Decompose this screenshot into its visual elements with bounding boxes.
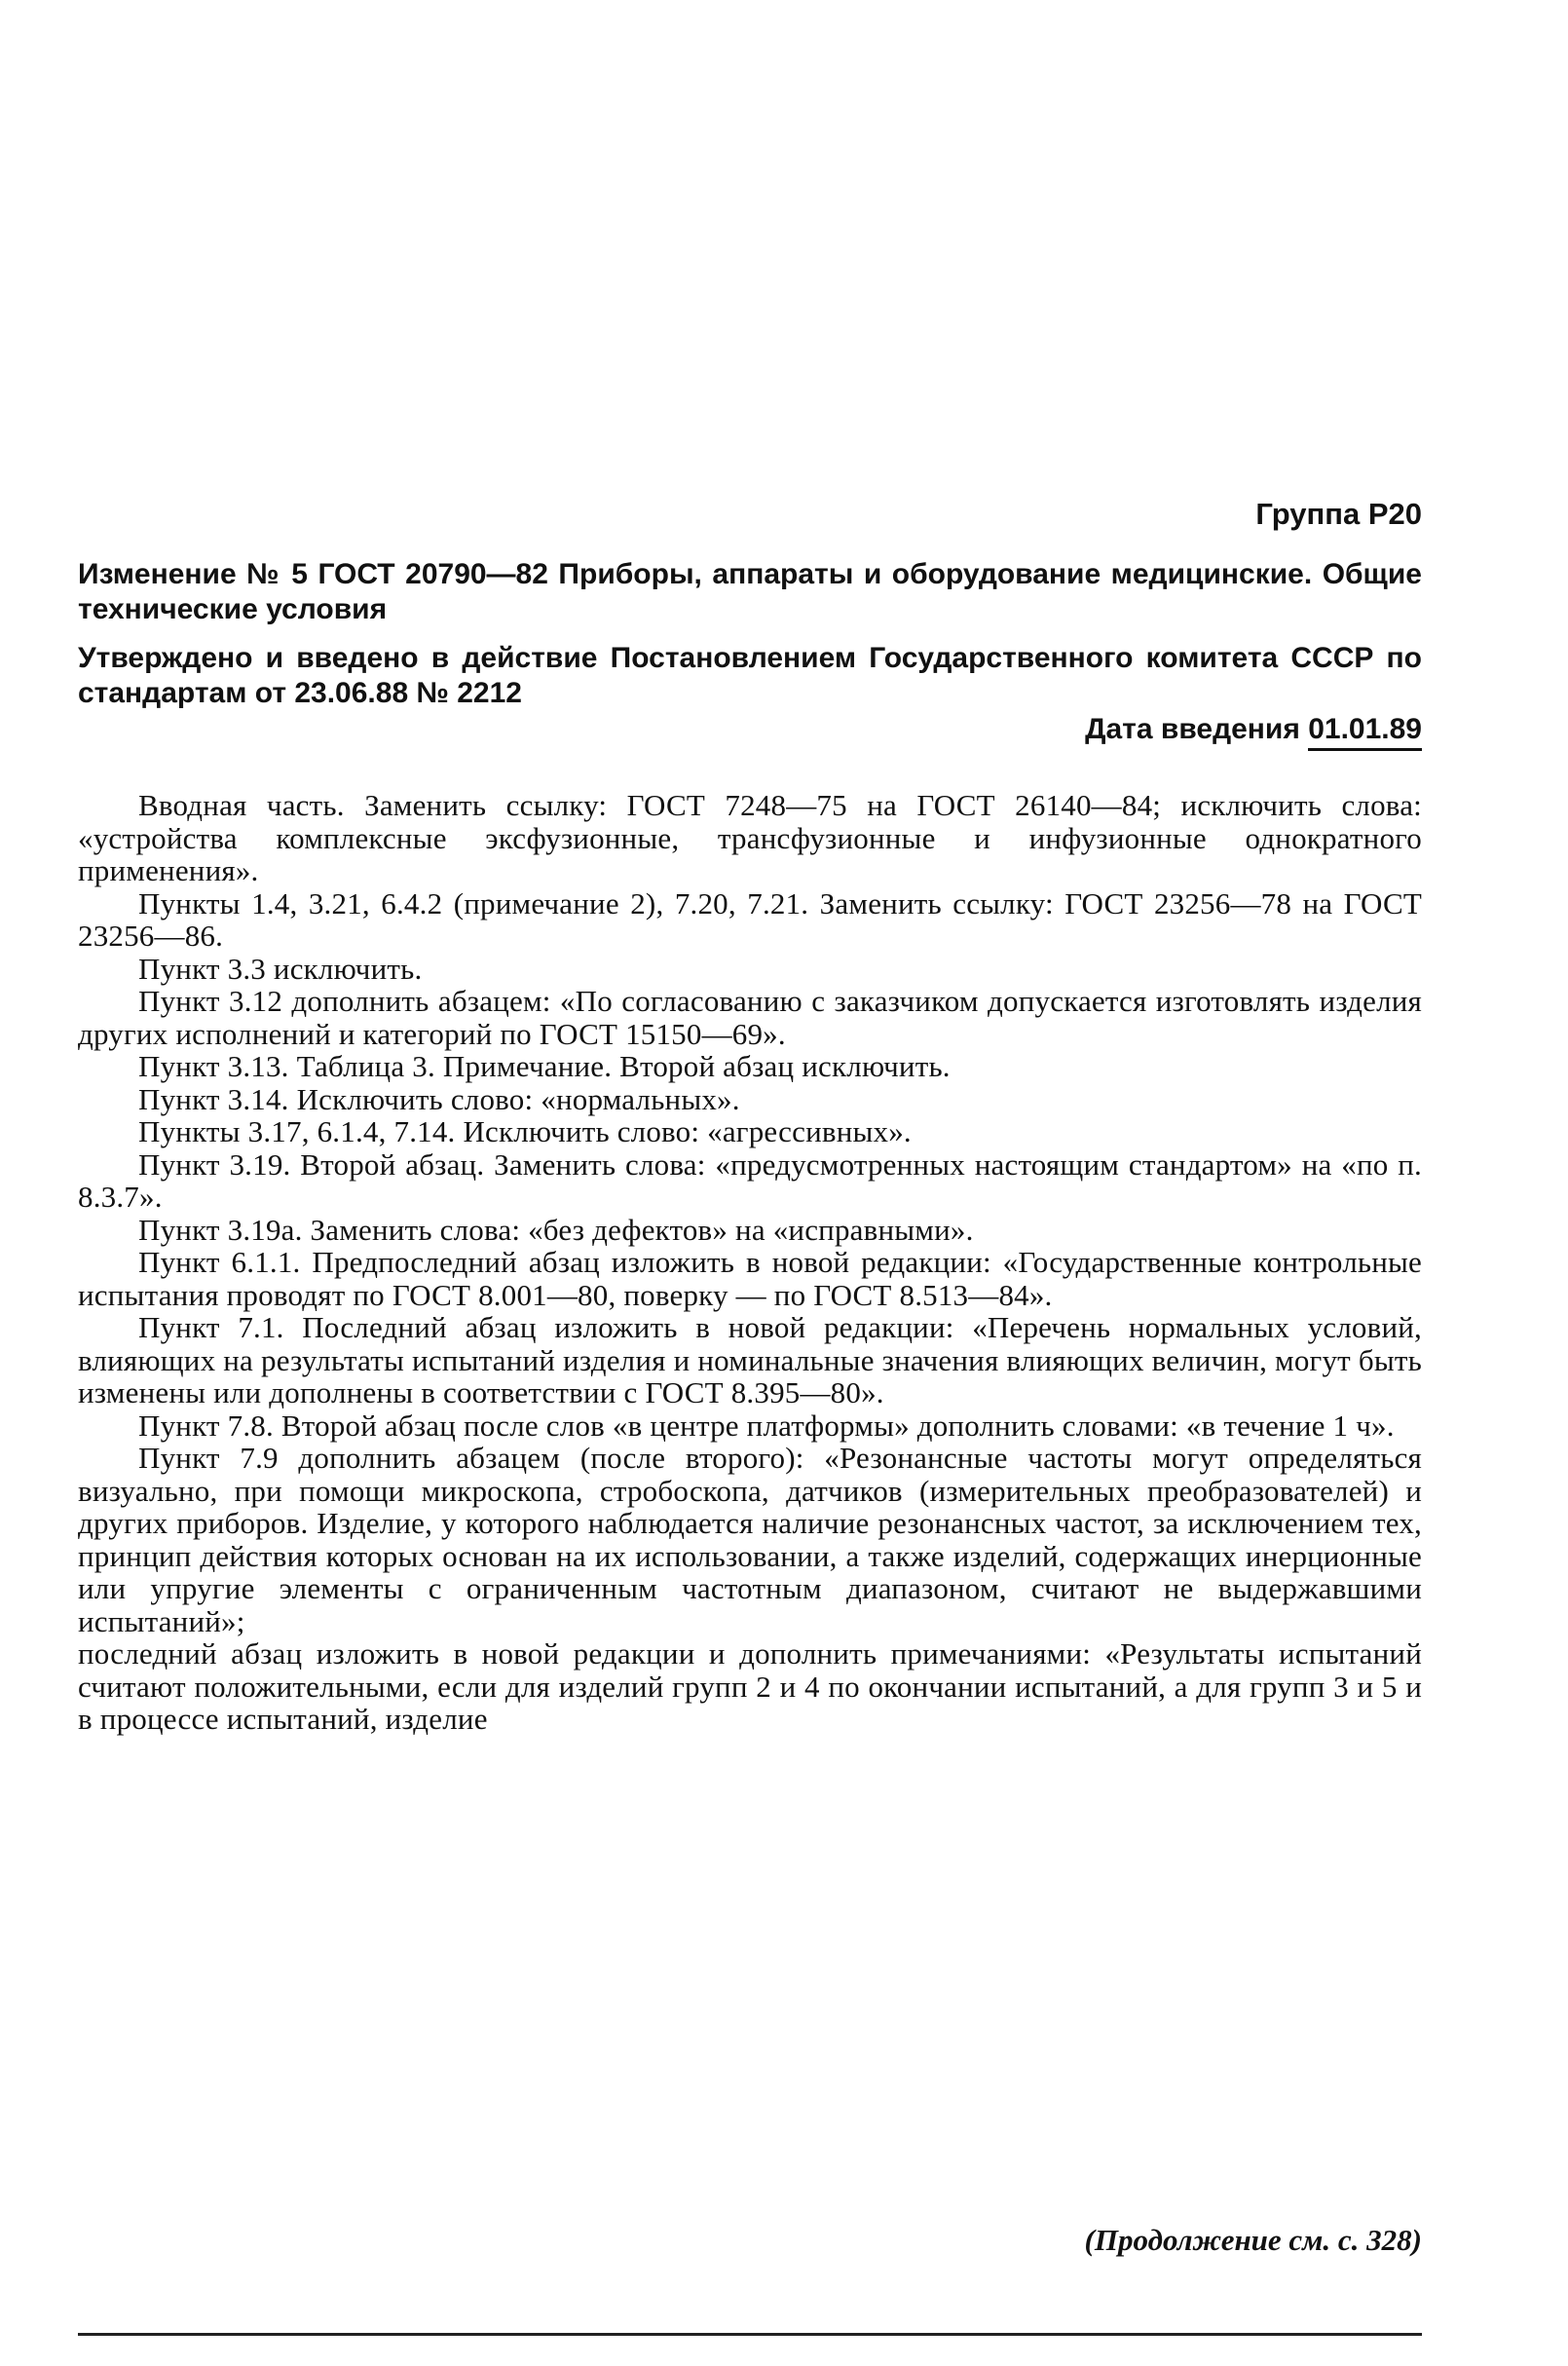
introduction-date [1085,713,1422,746]
amendment-title: Изменение № 5 ГОСТ 20790—82 Приборы, аппараты и оборудование медицинские. Общие технические условия [78,558,1422,625]
paragraph: Пункт 7.8. Второй абзац после слов «в центре платформы» дополнить словами: «в течение 1 ч». [138,1408,1395,1443]
paragraph: Пункт 3.13. Таблица 3. Примечание. Второй абзац исключить. [138,1049,951,1083]
bottom-rule [78,2333,1422,2336]
approval-statement: Утверждено и введено в действие Постановлением Государственного комитета СССР по стандартам от 23.06.88 № 2212 [78,642,1422,709]
date-label: Дата введения [1085,713,1300,745]
paragraph: Пункт 6.1.1. Предпоследний абзац изложить в новой редакции: «Государственные контрольные испытания проводят по ГОСТ 8.001—80, поверку — по ГОСТ 8.513—84». [78,1245,1422,1312]
amendment-body [78,789,1422,1736]
date-value: 01.01.89 [1308,713,1422,751]
paragraph: Пункт 7.9 дополнить абзацем (после второго): «Резонансные частоты могут определяться визуально, при помощи микроскопа, стробоскопа, датчиков (измерительных преобразователей) и других приборов. Изделие, у которого наблюдается наличие резонансных частот, за исключением тех, принцип действия которых основан на их использовании, а также изделий, содержащих инерционные или упругие элементы с ограниченным частотным диапазоном, считают не выдержавшими испытаний»; [78,1441,1422,1638]
paragraph: Пункт 3.19а. Заменить слова: «без дефектов» на «исправными». [138,1212,974,1247]
continuation-note: (Продолжение см. с. 328) [1084,2223,1422,2257]
paragraph: Пункт 3.3 исключить. [138,951,423,986]
paragraph: Пункт 3.14. Исключить слово: «нормальных». [138,1081,740,1116]
document-header [78,557,1422,725]
paragraph: Вводная часть. Заменить ссылку: ГОСТ 7248—75 на ГОСТ 26140—84; исключить слова: «устройства комплексные эксфузионные, трансфузионные и инфузионные однократного применения». [78,788,1422,887]
paragraph: Пункт 3.19. Второй абзац. Заменить слова: «предусмотренных настоящим стандартом» на «по п. 8.3.7». [78,1146,1422,1214]
paragraph: Пункты 1.4, 3.21, 6.4.2 (примечание 2), 7.20, 7.21. Заменить ссылку: ГОСТ 23256—78 на ГОСТ 23256—86. [78,885,1422,953]
paragraph: Пункты 3.17, 6.1.4, 7.14. Исключить слово: «агрессивных». [138,1114,912,1148]
group-code: Группа Р20 [1255,497,1422,531]
paragraph: Пункт 3.12 дополнить абзацем: «По согласованию с заказчиком допускается изготовлять изделия других исполнений и категорий по ГОСТ 15150—69». [78,984,1422,1051]
last-paragraph: последний абзац изложить в новой редакции и дополнить примечаниями: «Результаты испытаний считают положительными, если для изделий групп 2 и 4 по окончании испытаний, а для групп 3 и 5 и в процессе испытаний, изделие [78,1636,1422,1736]
document-page [78,0,1422,2366]
paragraph: Пункт 7.1. Последний абзац изложить в новой редакции: «Перечень нормальных условий, влияющих на результаты испытаний изделия и номинальные значения влияющих величин, могут быть изменены или дополнены в соответствии с ГОСТ 8.395—80». [78,1310,1422,1409]
